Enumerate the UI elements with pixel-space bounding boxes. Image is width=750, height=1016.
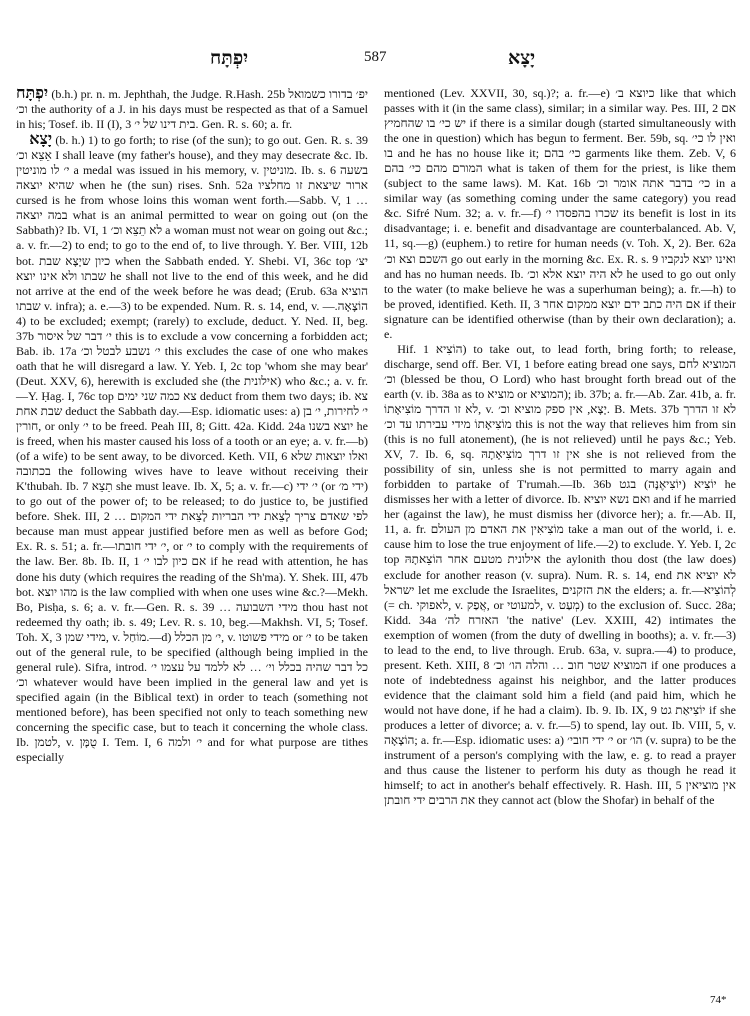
entry-text: (b. h.) 1) to go forth; to rise (of the sun); to go out. Gen. R. s. 39 אֵצֵא וכ׳ I shall leave (my father's house), and they may desecrate &c. Ib. י׳ לו מוניטין a medal was issued in his memory, v. מוניטין. Ib. s. 6 בשעה שהיא יוצאה when he (the sun) rises. Snh. 52a ארור שיצאת זו מחלציו cursed is he from whose loins this woman went forth.—Sabb. V, 1 … במה יוצאה what is an animal permitted to wear on going out (on the Sabbath)? Ib. VI, 1 לא תֵצֵא וכ׳ a woman must not wear on going out &c.; a. v. fr.—2) to end; to go to the end of, to live through. Y. Ber. VIII, 12b bot. כיון שיָצָא שבת when the Sabbath ended. Y. Shebi. VI, 36c top יצ׳ שבתו ולא אינו יוצא he shall not live to the end of this week, and he did not arrive at the end of the week before he was dead; (Erub. 63a הוציא שבתו v. infra); a. e.—3) to be expended. Num. R. s. 14, end, v. הוֹצָאָה.—4) to be excluded; exempt; (rarely) to exclude, deduct. Y. Ned. II, beg. 37b י׳ דבר של איסור this is to exclude a vow concerning a forbidden act; Bab. ib. 17a י׳ נשבע לבטל וכ׳ this excludes the case of one who makes oath that he will disregard a law. Y. Yeb. I, 2c top 'whom she may bear' (Deut. XXV, 6), herewith is excluded she (the אילונית) who &c.; a. v. fr.—Y. Ḥag. I, 76c top צא כמה שני ימים deduct from them two days; ib. צא שבת אחת deduct the Sabbath day.—Esp. idiomatic uses: a) י׳ לחירות, י׳ בן חורין, or only י׳ to be freed. Peah III, 8; Gitt. 42a. Kidd. 24a יוצא בשנו he is freed, when his master caused his loss of a tooth or an eye; a. v. fr.—b) (of a wife) to be sent away, to be divorced. Keth. VII, 6 ואלו יוצאות שלא בכתובה the following wives have to leave without receiving their K'thubah. Ib. 7 תֵצֵא she must leave. Ib. X, 5; a. v. fr.—c) י׳ ידי (or ידי מ׳) to go out of the power of; to be released; to do justice to, be justified before. Shek. III, 2 … לפי שאדם צריך לָצֵאת ידי הבריות לָצֵאת ידי המקום because man must appear justified before men as well as before God; Ex. R. s. 51; a. fr.—י׳ ידי חובתו, or י׳ to comply with the requirements of the law. Ber. 8b. Ib. II, 1 אם כיון לבו י׳ if he read with attention, he has done his duty (which requires the reading of the Sh'ma). Y. Shek. III, 47b bot. מהו יוצא is the law complied with when one uses wine &c.?—Mekh. Bo, Pisḥa, s. 6; a. v. fr.—Gen. R. s. 39 … מידי השבועה thou hast not redeemed thy oath; ib. s. 49; Lev. R. s. 10, beg.—Makhsh. VI, 5; Tosef. Toh. X, 3 מידי שמן, v. מוֹחַל.—d) י׳ מן הכלל, v. מידי פשוטו or י׳ to be taken out of the general rule, to be specified (although being implied in the general rule). Sifra, introd. כל דבר שהיה בכלל וי׳ … לא ללמד על עצמו י׳ וכ׳ whatever would have been implied in the general law and yet is specified again (in the Biblical text) in order to teach (something not mentioned before), has been specified not only to teach something new concerning the specific case, but to teach it concerning the whole class. Ib. לטמן, v. טֻמָּן I. Tem. I, 6 י׳ ולמה and for what purpose are tithes especially bbox=[16, 133, 369, 765]
signature-mark: 74* bbox=[710, 994, 727, 1006]
entry-yatsa bbox=[16, 132, 368, 765]
entry-continuation: mentioned (Lev. XXVII, 30, sq.)?; a. fr.—e) כיוצא ב׳ like that which passes with it (in the same class), similar; in a similar way. Pes. III, 2 אם יש כי׳ בו שהחמיץ if there is a similar dough (started simultaneously with the one in question) which has begun to ferment. Ber. 59b, sq. ואין לו כי׳ בו and he has no house like it; כי׳ בהם garments like them. Zeb. V, 6 המורם מהם כי׳ בהם what is taken of them for the priest, is like them (subject to the same laws). M. Kat. 16b כי׳ בדבר אתה אומר וכ׳ in a similar way (as something coming under the same category) you read &c. Sifré Num. 32; a. v. fr.—f) שכרו בהפסדו י׳ its benefit is lost in its disadvantage; i. e. benefit and disadvantage are counterbalanced. Ab. V, 11, sq.—g) (euphem.) to retire for human needs (v. Toh. X, 2). Ber. 62a השכם וצא וכ׳ go out early in the morning &c. Ex. R. s. 9 ואינו יוצא לנקביו and has no human needs. Ib. לא היה יוצא אלא וכ׳ he used to go out only to the water (to make believe he was a superhuman being); a. fr.—h) to be proved, identified. Keth. II, 3 אם היה כתב ידם יוצא ממקום אחר if their signature can be identified otherwise (than by their own declaration); a. e. bbox=[384, 86, 737, 341]
right-column bbox=[384, 86, 736, 808]
page-header bbox=[0, 48, 750, 74]
left-catchword: יִפְתָּח bbox=[210, 48, 249, 69]
page-number: 587 bbox=[364, 49, 387, 65]
right-catchword: יָצָא bbox=[508, 48, 536, 69]
entry-headword: יִפְתָּח bbox=[16, 85, 49, 102]
left-column bbox=[16, 86, 368, 765]
entry-headword: יָצָא bbox=[29, 131, 53, 149]
entry-text: (b.h.) pr. n. m. Jephthah, the Judge. R.Hash. 25b יפ׳ בדורו כשמואל וכ׳ the authority of a J. in his days must be respected as that of a Samuel in his; Tosef. ib. II (I), 3 בית דינו של י׳. Gen. R. s. 60; a. fr. bbox=[16, 87, 369, 132]
entry-yiftach bbox=[16, 86, 368, 132]
entry-hif: Hif. הוֹצִיא 1) to take out, to lead forth, bring forth; to release, discharge, send off. Ber. VI, 1 before eating bread one says, המוציא לחם וכ׳ (blessed be thou, O Lord) who hast brought forth bread out of the earth (v. ib. 38a as to מוציא or המוציא); ib. 37b; a. fr.—Ab. Zar. 41b, a. fr. לא זו הדרך מוֹצִיאָתוֹ, v. יָצָא, אין ספק מוציא וכ׳. B. Mets. 37b לא זו הדרך מוֹצִיאָתוֹ מידי עבירתו עד וכ׳ this is not the way that relieves him from sin (this is no full atonement), (he is not relieved) until he pays &c.; Yeb. XV, 7. Ib. 6, sq. אין זו דרך מוֹצִיאָתָהּ she is not relieved from the possibility of sin, unless she is not permitted to marry again and forbidden to partake of T'rumah.—Ib. 36b יוֹצִיא (יוֹצִיאֶנָּה) בגט he dismisses her with a letter of divorce. Ib. ואם נשא יוציא and if he married her (against the law), he must dismiss her (divorce her); a. fr.—Ab. II, 11, a. fr. מוֹצִיאִין את האדם מן העולם take a man out of the world, i. e. cause him to lose the true enjoyment of life.—2) to exclude. Y. Yeb. I, 2c top אילונית מטעם אחר הוֹצֵאתָהּ the aylonith thou dost (the law does) exclude for another reason (v. supra). Num. R. s. 14, end לא יוציא את ישראל let me exclude the Israelites, את הזקנים the elders; a. fr.—לְהוֹצִיא (= ch. לאפוקי, v. אֲפַק, or למעוטי, v. מְעַט) to the exclusion of. Succ. 28a; Kidd. 34a האזרח לה׳ 'the native' (Lev. XXIII, 42) intimates the exemption of women (from the duty of dwelling in booths); a. v. fr.—3) to lead to the end, to live through. Erub. 63a, v. supra.—4) to produce, present. Keth. XIII, 8 המוציא שטר חוב … והלה הו׳ וכ׳ if one produces a note of indebtedness against his neighbor, and the latter produces evidence that the claimant sold him a field (and paid him, which he would not have done, if he had a claim). Ib. 9. Ib. IX, 9 יוֹצִיאַת גט if she produces a letter of divorce; a. v. fr.—5) to spend, lay out. Ib. VIII, 5, v. הוֹצָאָה; a. fr.—Esp. idiomatic uses: a) י׳ ידי חובי׳ or הו׳ (v. supra) to be the instrument of a person's complying with the law, e. g. to read a prayer and thus cause the listener to perform his duty as though he read it himself; to act in another's behalf effectively. R. Hash. III, 5 אין מוציאין את הרבים ידי חובתן they cannot act (blow the Shofar) in behalf of the bbox=[384, 341, 737, 808]
